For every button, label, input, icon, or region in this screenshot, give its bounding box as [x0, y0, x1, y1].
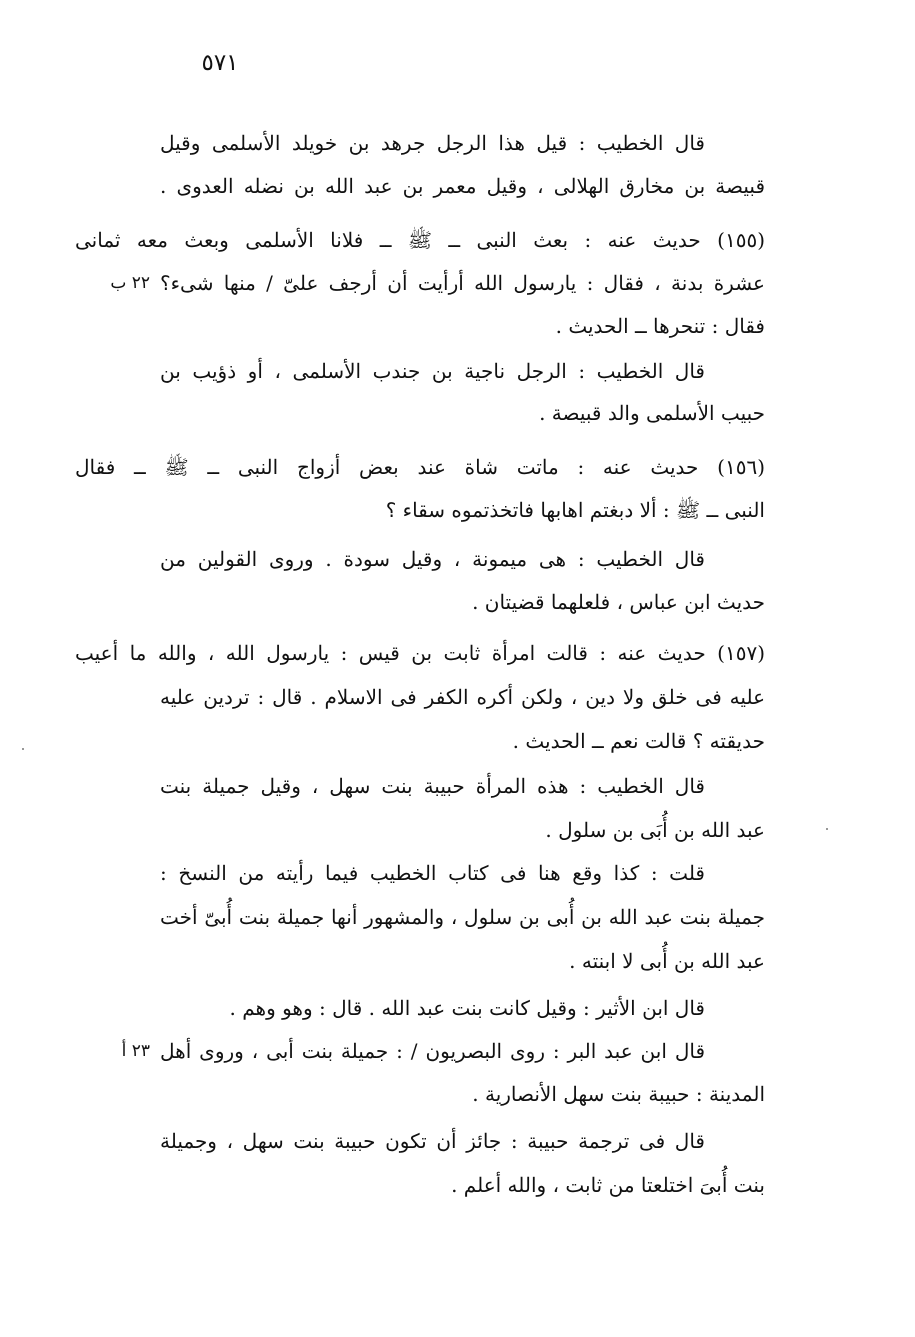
text-line: حديقته ؟ قالت نعم ــ الحديث . — [512, 729, 765, 753]
text-line: قال ابن الأثير : وقيل كانت بنت عبد الله . قال : وهو وهم . — [229, 996, 705, 1020]
text-line: النبى ــ ﷺ : ألا دبغتم اهابها فاتخذتموه سقاء ؟ — [385, 498, 765, 522]
text-line: حبيب الأسلمى والد قبيصة . — [539, 401, 765, 425]
text-line: قال الخطيب : الرجل ناجية بن جندب الأسلمى ، أو ذؤيب بن — [160, 359, 705, 383]
manuscript-folio-ref: ٢٢ ب — [110, 273, 150, 293]
page-number: ٥٧١ — [201, 50, 239, 76]
scan-speck — [826, 828, 828, 830]
text-line: عبد الله بن أُبى لا ابنته . — [569, 949, 765, 973]
text-line: قال فى ترجمة حبيبة : جائز أن تكون حبيبة بنت سهل ، وجميلة — [160, 1129, 705, 1153]
manuscript-folio-ref: ٢٣ أ — [121, 1041, 150, 1061]
hadith-156-line: (١٥٦) حديث عنه : ماتت شاة عند بعض أزواج النبى ــ ﷺ ــ فقال — [75, 455, 765, 479]
text-line: عشرة بدنة ، فقال : يارسول الله أرأيت أن أرجف علىّ / منها شىء؟ — [160, 271, 765, 295]
text-line: قال الخطيب : قيل هذا الرجل جرهد بن خويلد الأسلمى وقيل — [160, 131, 705, 155]
text-line: فقال : تنحرها ــ الحديث . — [555, 314, 765, 338]
text-line: بنت أُبىَ اختلعتا من ثابت ، والله أعلم . — [451, 1173, 765, 1197]
scan-speck — [22, 748, 24, 750]
text-line: قبيصة بن مخارق الهلالى ، وقيل معمر بن عبد الله بن نضله العدوى . — [160, 174, 765, 198]
text-line: قال الخطيب : هى ميمونة ، وقيل سودة . وروى القولين من — [160, 547, 705, 571]
hadith-157-line: (١٥٧) حديث عنه : قالت امرأة ثابت بن قيس : يارسول الله ، والله ما أعيب — [75, 641, 765, 665]
text-line: قال الخطيب : هذه المرأة حبيبة بنت سهل ، وقيل جميلة بنت — [160, 774, 705, 798]
text-line: قلت : كذا وقع هنا فى كتاب الخطيب فيما رأيته من النسخ : — [160, 861, 705, 885]
hadith-155-line: (١٥٥) حديث عنه : بعث النبى ــ ﷺ ــ فلانا الأسلمى وبعث معه ثمانى — [75, 228, 765, 252]
text-line: المدينة : حبيبة بنت سهل الأنصارية . — [472, 1082, 765, 1106]
text-line: عبد الله بن أُبَى بن سلول . — [545, 818, 765, 842]
text-line: عليه فى خلق ولا دين ، ولكن أكره الكفر فى الاسلام . قال : تردين عليه — [160, 685, 765, 709]
text-line: جميلة بنت عبد الله بن أُبى بن سلول ، والمشهور أنها جميلة بنت أُبىّ أخت — [160, 905, 765, 929]
text-line: حديث ابن عباس ، فلعلهما قضيتان . — [472, 590, 765, 614]
text-line: قال ابن عبد البر : روى البصريون / : جميلة بنت أبى ، وروى أهل — [160, 1039, 705, 1063]
